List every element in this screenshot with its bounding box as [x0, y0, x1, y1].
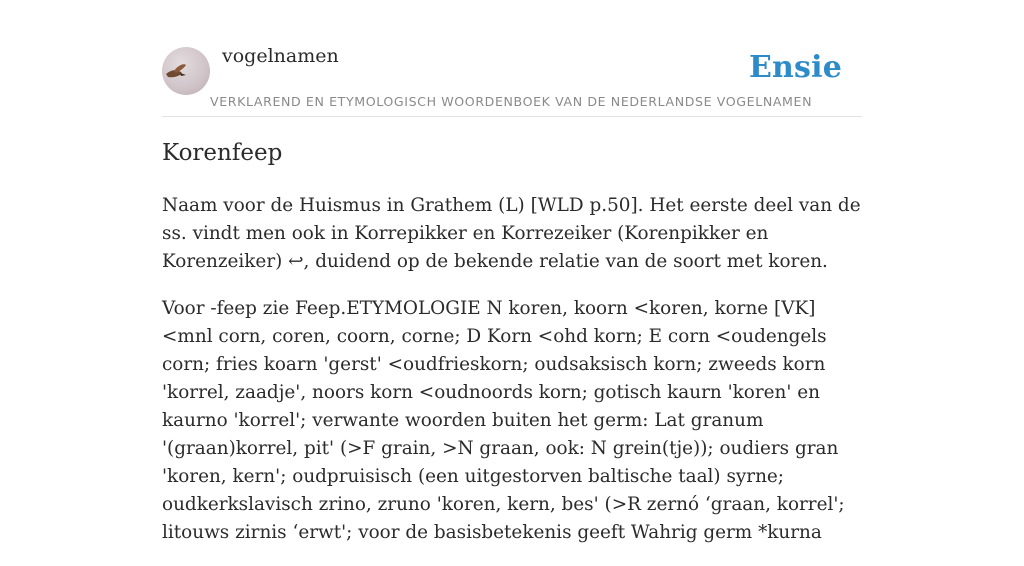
- avatar[interactable]: [162, 47, 210, 95]
- bird-photo-icon: [162, 47, 210, 95]
- article-body: [162, 192, 862, 566]
- site-name-link[interactable]: vogelnamen: [222, 45, 339, 67]
- brand-logo-link[interactable]: Ensie: [748, 50, 842, 85]
- article-paragraph: Naam voor de Huismus in Grathem (L) [WLD p.50]. Het eerste deel van de ss. vindt men ook in Korrepikker en Korrezeiker (Korenpikker en Korenzeiker) ↩, duidend op de bekende relatie van de soort met koren.: [162, 195, 861, 272]
- header: [162, 0, 862, 117]
- site-tagline: VERKLAREND EN ETYMOLOGISCH WOORDENBOEK VAN DE NEDERLANDSE VOGELNAMEN: [210, 94, 813, 109]
- article-paragraph: Voor -feep zie Feep.ETYMOLOGIE N koren, koorn <koren, korne [VK] <mnl corn, coren, coorn, corne; D Korn <ohd korn; E corn <oudengels corn; fries koarn 'gerst' <oudfrieskorn; oudsaksisch korn; zweeds korn 'korrel, zaadje', noors korn <oudnoords korn; gotisch kaurn 'koren' en kaurno 'korrel'; verwante woorden buiten het germ: Lat granum '(graan)korrel, pit' (>F grain, >N graan, ook: N grein(tje)); oudiers gran 'koren, kern'; oudpruisisch (een uitgestorven baltische taal) syrne; oudkerkslavisch zrino, zruno 'koren, kern, bes' (>R zernó ‘graan, korrel'; litouws zirnis ‘erwt'; voor de basisbetekenis geeft Wahrig germ *kurna: [162, 298, 845, 543]
- page: [162, 0, 862, 543]
- article-title: Korenfeep: [162, 140, 283, 166]
